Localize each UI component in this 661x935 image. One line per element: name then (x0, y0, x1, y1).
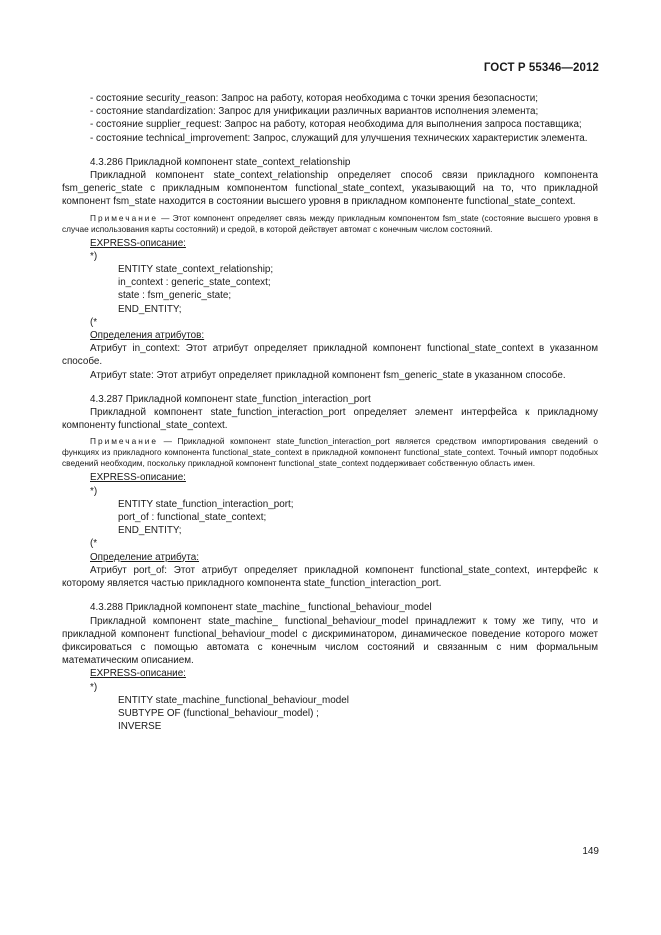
code-line: state : fsm_generic_state; (118, 290, 232, 302)
section-title-287: 4.3.287 Прикладной компонент state_function_interaction_port (90, 393, 371, 405)
section-body-286: Прикладной компонент state_context_relationship определяет способ связи прикладного компонента fsm_generic_state с прикладным компонентом functional_state_context, указывающий на то, что прикладной компонент fsm_state находится в состоянии высшего уровня в прикладном компоненте functional_state_context. (62, 170, 598, 208)
section-body-288: Прикладной компонент state_machine_ functional_behaviour_model принадлежит к тому же типу, что и прикладной компонент functional_behaviour_model с дискриминатором, динамическое поведение которого может фиксироваться с помощью автомата с конечным числом состояний и связанным с ним формальным математическим описанием. (62, 615, 598, 667)
code-line: ENTITY state_function_interaction_port; (118, 498, 294, 510)
code-line: END_ENTITY; (118, 303, 182, 315)
attribute-definition: Атрибут state: Этот атрибут определяет прикладной компонент fsm_generic_state в указанном способе. (90, 369, 566, 381)
comment-open: *) (90, 681, 98, 693)
note-286 (62, 213, 598, 235)
code-line: ENTITY state_context_relationship; (118, 264, 274, 276)
comment-open: *) (90, 485, 98, 497)
note-text: — Этот компонент определяет связь между прикладным компонентом fsm_state (состояние высшего уровня в случае использования карты состояний) и средой, в которой действует автомат с конечным числом состояний. (62, 212, 598, 234)
list-item: - состояние standardization: Запрос для унификации различных вариантов исполнения элемента; (90, 106, 539, 118)
note-label: Примечание (90, 212, 159, 223)
code-line: INVERSE (118, 721, 162, 733)
page-number: 149 (582, 846, 599, 857)
note-287 (62, 436, 598, 469)
attributes-label: Определения атрибутов: (90, 330, 205, 342)
list-item: - состояние supplier_request: Запрос на работу, которая необходима для выполнения запроса поставщика; (90, 119, 582, 131)
note-text: — Прикладной компонент state_function_interaction_port является средством импортирования сведений о функциях из прикладного компонента functional_state_context в прикладной компонент functional_state_context. Точный импорт подобных сведений необходим, поскольку прикладной компонент functional_state_context поддерживает собственную область имен. (62, 436, 598, 469)
code-line: ENTITY state_machine_functional_behaviour_model (118, 694, 349, 706)
code-line: in_context : generic_state_context; (118, 277, 271, 289)
comment-close: (* (90, 316, 98, 328)
attributes-label: Определение атрибута: (90, 551, 200, 563)
express-label: EXPRESS-описание: (90, 668, 186, 680)
express-label: EXPRESS-описание: (90, 472, 186, 484)
attribute-definition: Атрибут in_context: Этот атрибут определяет прикладной компонент functional_state_context в указанном способе. (62, 343, 598, 368)
express-label: EXPRESS-описание: (90, 237, 186, 249)
section-title-286: 4.3.286 Прикладной компонент state_context_relationship (90, 156, 351, 168)
document-header: ГОСТ Р 55346—2012 (483, 62, 599, 74)
comment-close: (* (90, 538, 98, 550)
note-label: Примечание (90, 436, 159, 447)
code-line: END_ENTITY; (118, 525, 182, 537)
list-item: - состояние security_reason: Запрос на работу, которая необходима с точки зрения безопасности; (90, 93, 538, 104)
attribute-definition: Атрибут port_of: Этот атрибут определяет прикладной компонент functional_state_context, интерфейс к которому является частью прикладного компонента state_function_interaction_port. (62, 564, 598, 590)
list-item: - состояние technical_improvement: Запрос, служащий для улучшения технических характеристик элемента. (90, 132, 588, 144)
code-line: SUBTYPE OF (functional_behaviour_model) ; (118, 707, 319, 719)
section-body-287: Прикладной компонент state_function_interaction_port определяет элемент интерфейса к прикладному компоненту functional_state_context. (62, 407, 598, 432)
comment-open: *) (90, 250, 98, 262)
section-title-288: 4.3.288 Прикладной компонент state_machine_ functional_behaviour_model (90, 602, 432, 614)
code-line: port_of : functional_state_context; (118, 512, 267, 524)
page-content (62, 92, 598, 733)
